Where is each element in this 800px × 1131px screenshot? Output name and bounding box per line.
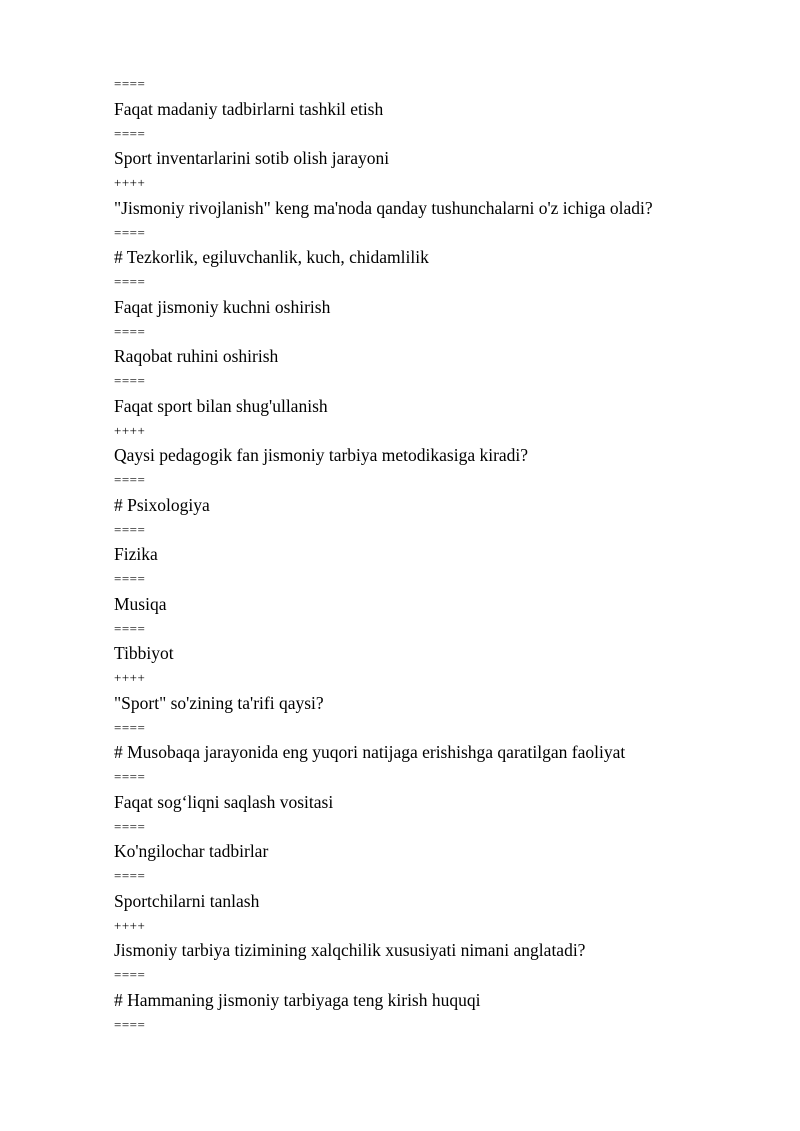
- separator-line: ====: [114, 967, 146, 982]
- text-line: Ko'ngilochar tadbirlar: [114, 841, 269, 861]
- text-line: Sportchilarni tanlash: [114, 890, 260, 911]
- separator-line: ====: [114, 323, 146, 339]
- text-line: "Jismoniy rivojlanish" keng ma'noda qanday tushunchalarni o'z ichiga oladi?: [114, 197, 653, 218]
- separator-line: ====: [114, 769, 146, 784]
- separator-line: ====: [114, 274, 146, 289]
- separator-line: ====: [114, 373, 146, 388]
- text-line: Tibbiyot: [114, 643, 174, 663]
- separator-line: ====: [114, 571, 146, 586]
- separator-line: ====: [114, 868, 146, 883]
- text-line: Musiqa: [114, 593, 167, 614]
- text-line: # Hammaning jismoniy tarbiyaga teng kirish huquqi: [114, 989, 481, 1010]
- text-line: # Tezkorlik, egiluvchanlik, kuch, chidamlilik: [114, 247, 429, 267]
- separator-line: ====: [114, 620, 146, 636]
- separator-line: ++++: [114, 175, 146, 190]
- text-line: Faqat madaniy tadbirlarni tashkil etish: [114, 98, 384, 119]
- text-line: Sport inventarlarini sotib olish jarayoni: [114, 148, 390, 168]
- document-text-block: [114, 76, 754, 1032]
- separator-line: ====: [114, 719, 146, 735]
- text-line: # Psixologiya: [114, 494, 210, 515]
- text-line: Qaysi pedagogik fan jismoniy tarbiya metodikasiga kiradi?: [114, 445, 529, 465]
- separator-line: ====: [114, 818, 146, 834]
- separator-line: ++++: [114, 422, 146, 438]
- text-line: Raqobat ruhini oshirish: [114, 346, 279, 366]
- separator-line: ====: [114, 472, 146, 487]
- separator-line: ====: [114, 76, 146, 91]
- text-line: # Musobaqa jarayonida eng yuqori natijaga erishishga qaratilgan faoliyat: [114, 742, 626, 762]
- text-line: Faqat sport bilan shug'ullanish: [114, 395, 328, 416]
- separator-line: ====: [114, 125, 146, 141]
- text-line: Faqat sog‘liqni saqlash vositasi: [114, 791, 334, 812]
- separator-line: ====: [114, 1016, 146, 1032]
- separator-line: ====: [114, 521, 146, 537]
- text-line: Faqat jismoniy kuchni oshirish: [114, 296, 331, 317]
- text-line: Jismoniy tarbiya tizimining xalqchilik xususiyati nimani anglatadi?: [114, 940, 586, 960]
- separator-line: ++++: [114, 917, 146, 933]
- separator-line: ====: [114, 224, 146, 240]
- text-line: Fizika: [114, 544, 158, 564]
- text-line: "Sport" so'zining ta'rifi qaysi?: [114, 692, 324, 713]
- separator-line: ++++: [114, 670, 146, 685]
